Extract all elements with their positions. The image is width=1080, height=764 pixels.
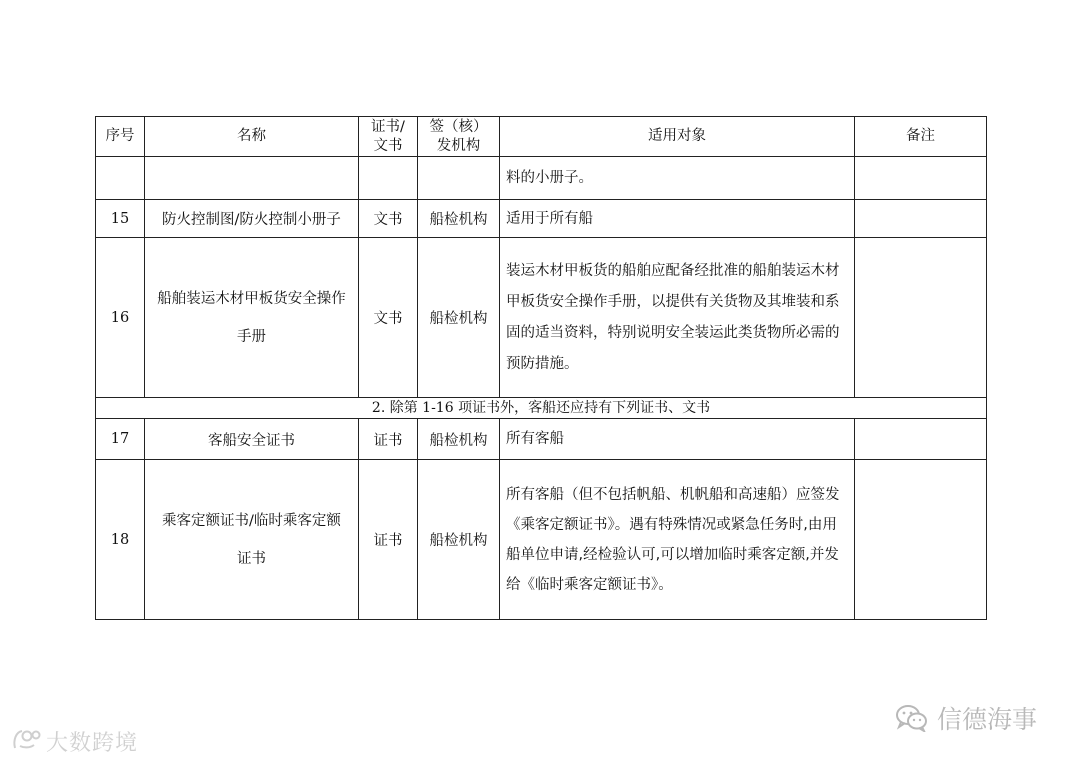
cell-index: 17 [96,419,145,460]
cell-applies-to: 适用于所有船 [500,200,855,238]
watermark-right [895,700,1037,736]
header-issuer: 签（核） 发机构 [418,117,500,157]
cell-name: 乘客定额证书/临时乘客定额证书 [145,460,359,620]
cell-remarks [855,460,987,620]
cell-type: 证书 [359,419,418,460]
header-name: 名称 [145,117,359,157]
cell-name: 防火控制图/防火控制小册子 [145,200,359,238]
cell-issuer: 船检机构 [418,460,500,620]
section-note: 2. 除第 1-16 项证书外，客船还应持有下列证书、文书 [96,398,987,419]
watermark-right-text: 信德海事 [937,705,1038,734]
cell-remarks [855,157,987,200]
table-header-row [96,117,987,157]
cell-type [359,157,418,200]
header-index: 序号 [96,117,145,157]
cell-applies-to: 装运木材甲板货的船舶应配备经批准的船舶装运木材甲板货安全操作手册，以提供有关货物及其堆装和系固的适当资料，特别说明安全装运此类货物所必需的预防措施。 [500,238,855,398]
table-row [96,238,987,398]
cell-name: 客船安全证书 [145,419,359,460]
cell-applies-to: 所有客船 [500,419,855,460]
section-row [96,398,987,419]
table-row [96,419,987,460]
cell-index: 18 [96,460,145,620]
header-remarks: 备注 [855,117,987,157]
cell-issuer: 船检机构 [418,238,500,398]
cell-type: 文书 [359,200,418,238]
table-row-continuation [96,157,987,200]
cell-remarks [855,200,987,238]
cell-remarks [855,238,987,398]
watermark-left [12,726,138,757]
cell-name: 船舶装运木材甲板货安全操作手册 [145,238,359,398]
cell-index: 15 [96,200,145,238]
cell-type: 证书 [359,460,418,620]
cell-issuer: 船检机构 [418,200,500,238]
cell-remarks [855,419,987,460]
cell-type: 文书 [359,238,418,398]
wechat-icon [895,704,929,732]
cell-applies-to: 所有客船（但不包括帆船、机帆船和高速船）应签发《乘客定额证书》。遇有特殊情况或紧急任务时,由用船单位申请,经检验认可,可以增加临时乘客定额,并发给《临时乘客定额证书》。 [500,460,855,620]
mascot-logo-icon [12,728,42,755]
header-type: 证书/ 文书 [359,117,418,157]
table-row [96,200,987,238]
watermark-left-text: 大数跨境 [46,731,139,756]
cell-issuer [418,157,500,200]
cell-issuer: 船检机构 [418,419,500,460]
cell-index: 16 [96,238,145,398]
cell-index [96,157,145,200]
table-row [96,460,987,620]
cell-name [145,157,359,200]
header-applies-to: 适用对象 [500,117,855,157]
certificate-table [95,116,987,620]
cell-applies-to: 料的小册子。 [500,157,855,200]
